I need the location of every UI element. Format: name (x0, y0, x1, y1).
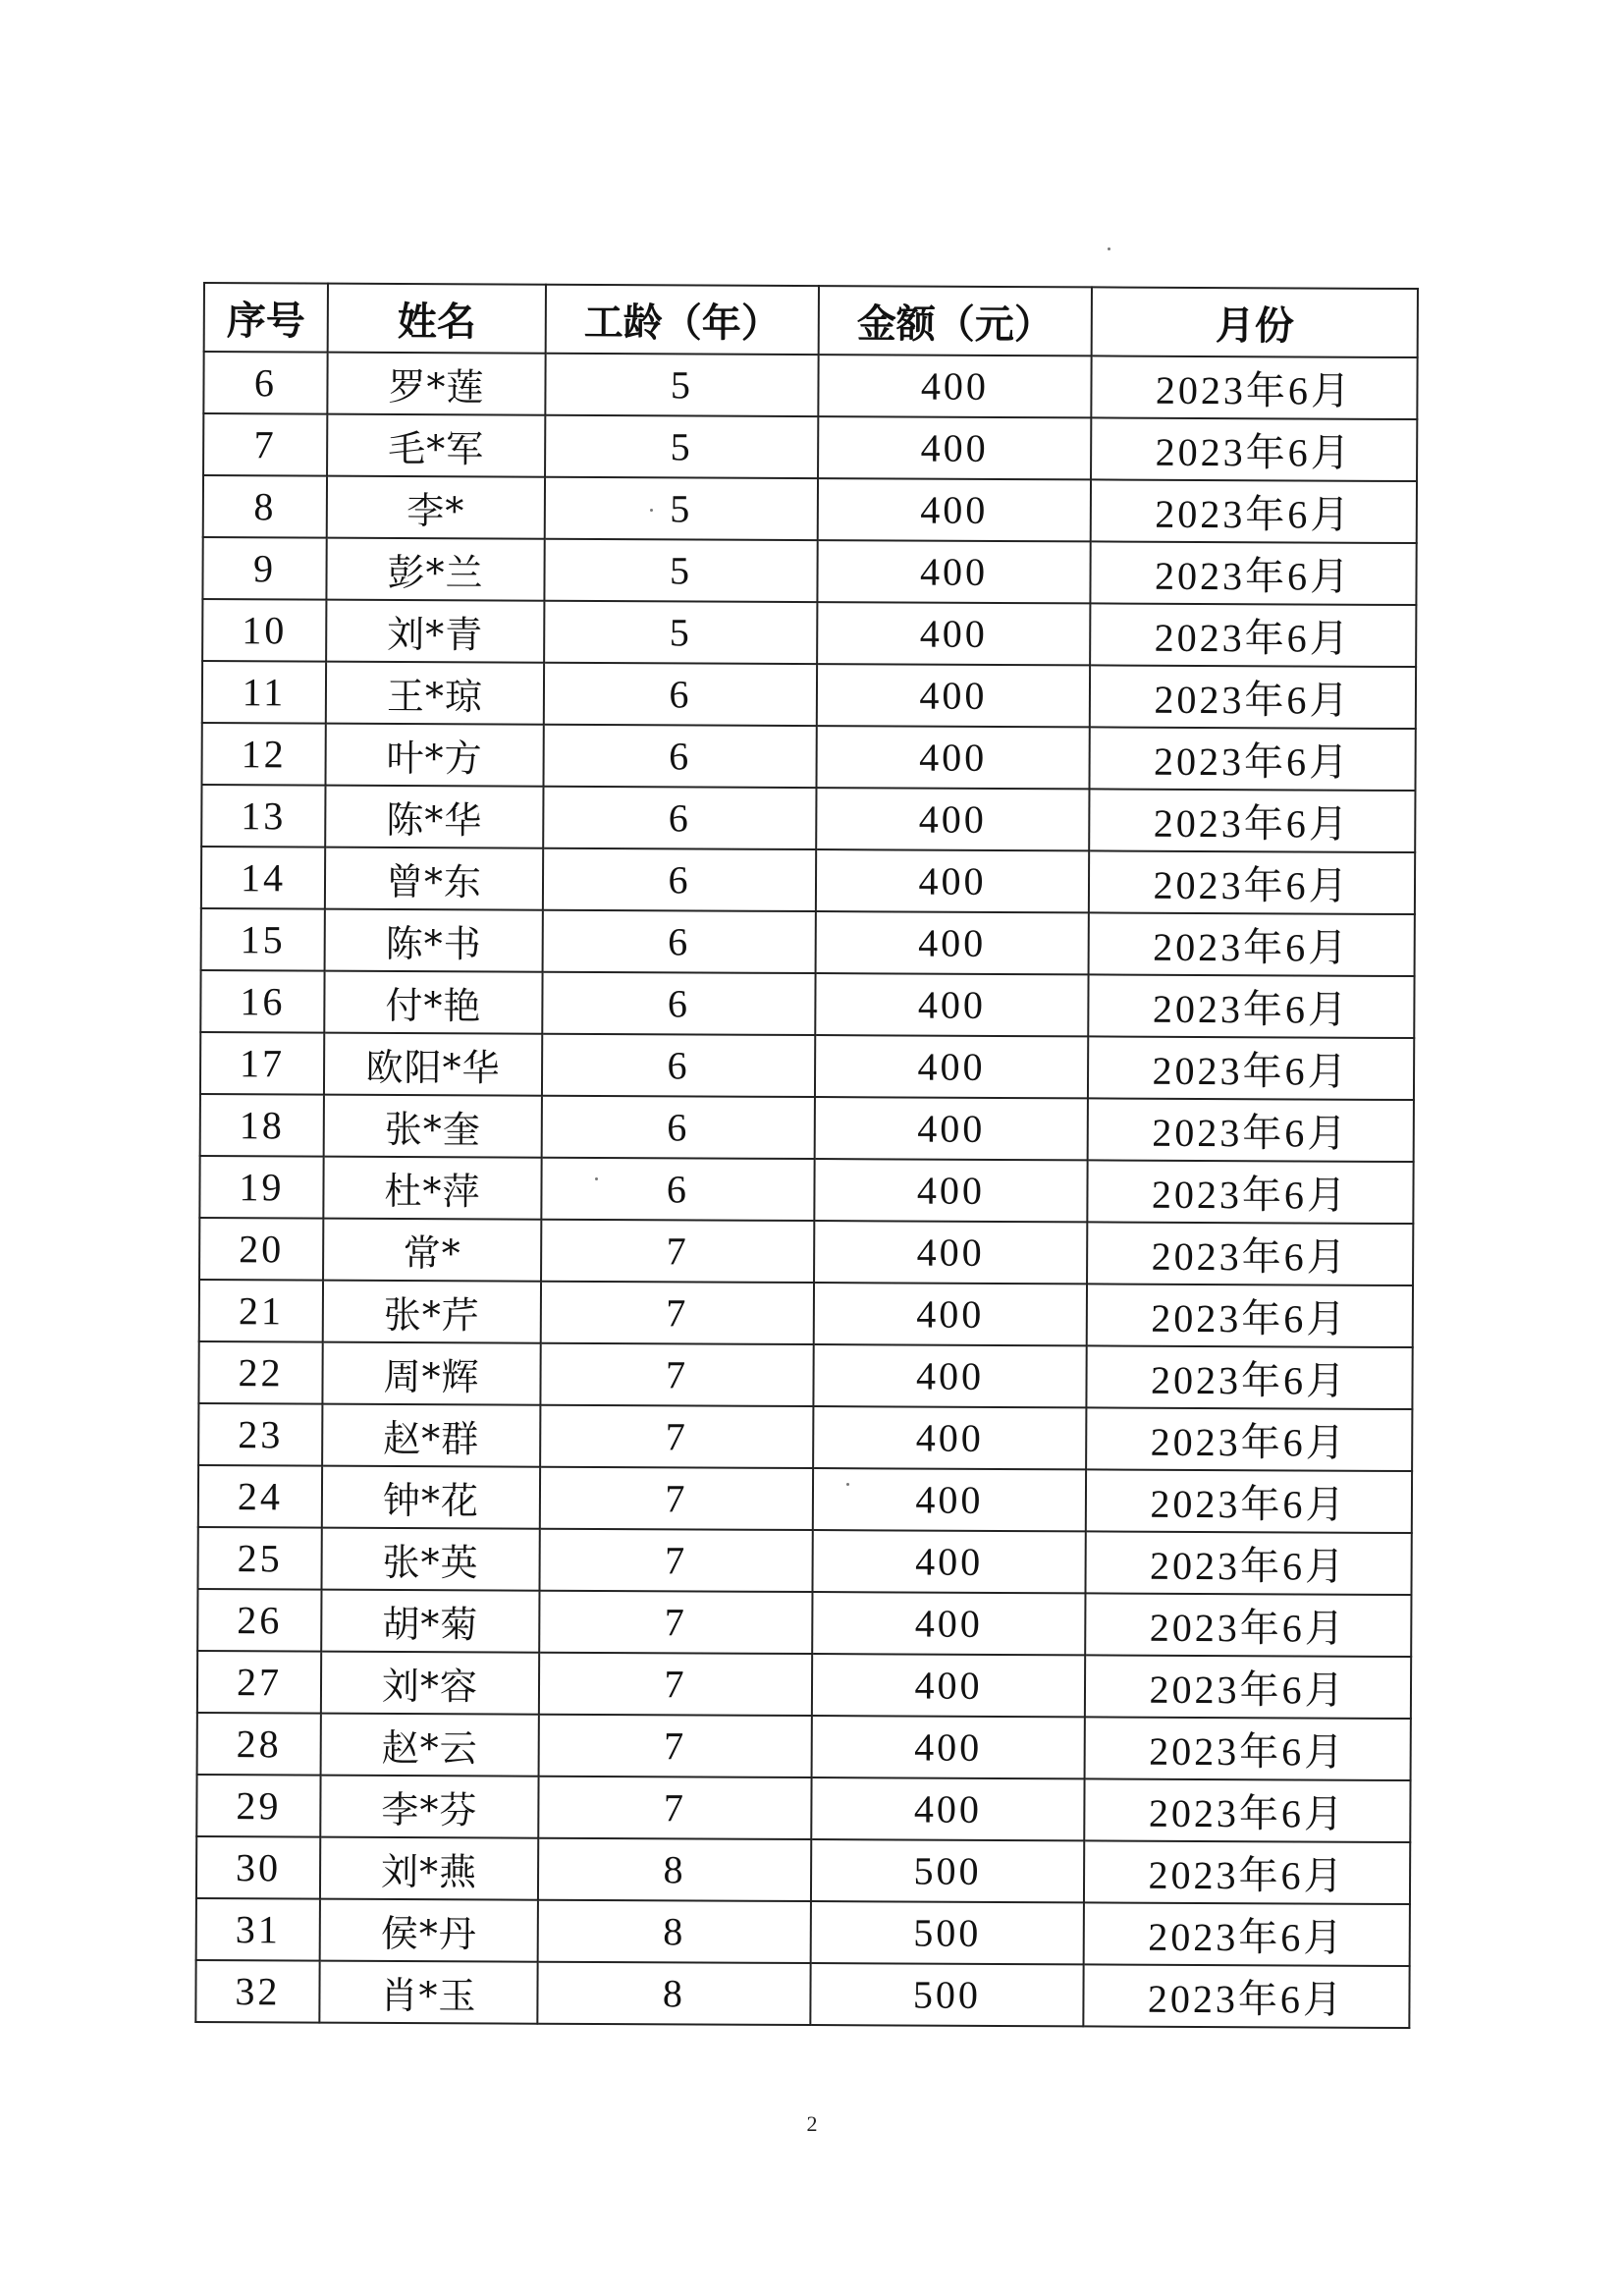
cell-name: 常* (323, 1219, 541, 1282)
cell-seq: 20 (199, 1218, 323, 1281)
cell-seq: 11 (202, 661, 326, 724)
cell-amount: 400 (816, 788, 1089, 850)
table-row (203, 475, 1417, 543)
cell-years: 7 (539, 1529, 812, 1592)
cell-month: 2023年6月 (1083, 1964, 1409, 2028)
table-row (202, 661, 1416, 729)
cell-seq: 13 (201, 785, 325, 847)
cell-seq: 16 (200, 970, 324, 1033)
table-row (196, 1775, 1410, 1842)
cell-amount: 400 (816, 726, 1089, 789)
header-amount: 金额（元） (819, 286, 1092, 355)
cell-years: 6 (543, 725, 816, 788)
cell-name: 李* (327, 476, 545, 539)
cell-seq: 12 (201, 723, 325, 786)
cell-years: 8 (537, 1962, 810, 2025)
table-row (199, 1280, 1413, 1347)
cell-years: 6 (543, 910, 816, 973)
cell-name: 付*艳 (324, 971, 542, 1034)
page-number: 2 (806, 2111, 818, 2136)
cell-name: 叶*方 (325, 724, 543, 787)
cell-seq: 6 (203, 352, 327, 414)
cell-name: 刘*燕 (320, 1837, 538, 1900)
cell-seq: 8 (203, 475, 327, 538)
table-row (200, 1032, 1414, 1100)
table-row (201, 785, 1415, 852)
cell-years: 5 (545, 477, 818, 540)
cell-years: 6 (543, 787, 816, 849)
cell-amount: 400 (812, 1654, 1085, 1717)
cell-name: 侯*丹 (320, 1899, 538, 1962)
cell-seq: 7 (203, 413, 327, 476)
header-month: 月份 (1092, 287, 1418, 357)
cell-name: 杜*萍 (323, 1157, 541, 1220)
table-row (198, 1403, 1412, 1471)
cell-amount: 400 (818, 478, 1091, 541)
cell-month: 2023年6月 (1091, 479, 1417, 543)
cell-month: 2023年6月 (1084, 1840, 1410, 1904)
cell-seq: 29 (196, 1775, 320, 1837)
cell-name: 钟*花 (322, 1466, 540, 1529)
cell-years: 7 (540, 1405, 813, 1468)
cell-years: 6 (542, 972, 815, 1035)
cell-seq: 15 (201, 908, 325, 971)
table-row (200, 1094, 1414, 1162)
cell-name: 赵*群 (322, 1404, 540, 1467)
table-row (200, 970, 1414, 1038)
table-body (195, 352, 1417, 2028)
cell-month: 2023年6月 (1090, 665, 1416, 729)
table-row (199, 1156, 1413, 1224)
cell-years: 7 (539, 1591, 812, 1654)
cell-amount: 400 (816, 849, 1089, 912)
cell-amount: 400 (818, 416, 1091, 479)
cell-name: 肖*玉 (319, 1961, 537, 2024)
cell-seq: 21 (199, 1280, 323, 1342)
cell-amount: 400 (815, 973, 1088, 1036)
cell-years: 5 (545, 354, 818, 416)
cell-seq: 9 (202, 537, 326, 600)
cell-month: 2023年6月 (1088, 1098, 1414, 1162)
cell-month: 2023年6月 (1091, 417, 1417, 481)
cell-seq: 24 (198, 1465, 322, 1528)
header-seq: 序号 (204, 283, 328, 353)
cell-month: 2023年6月 (1089, 850, 1415, 914)
cell-seq: 30 (196, 1836, 320, 1899)
cell-amount: 500 (811, 1839, 1084, 1902)
cell-month: 2023年6月 (1087, 1284, 1413, 1347)
cell-years: 5 (544, 601, 817, 664)
cell-amount: 400 (812, 1716, 1085, 1778)
cell-seq: 23 (198, 1403, 322, 1466)
cell-amount: 400 (814, 1283, 1087, 1345)
cell-amount: 400 (814, 1221, 1087, 1284)
table-row (196, 1836, 1410, 1904)
cell-years: 7 (539, 1653, 812, 1716)
cell-name: 张*芹 (323, 1281, 541, 1343)
table-row (197, 1527, 1411, 1595)
cell-month: 2023年6月 (1088, 1036, 1414, 1100)
header-name: 姓名 (328, 284, 546, 354)
cell-seq: 19 (199, 1156, 323, 1219)
cell-years: 8 (538, 1900, 811, 1963)
cell-years: 7 (540, 1343, 813, 1406)
cell-amount: 400 (814, 1159, 1087, 1222)
cell-name: 赵*云 (321, 1714, 539, 1777)
cell-years: 5 (544, 539, 817, 602)
cell-month: 2023年6月 (1088, 974, 1414, 1038)
table-row (202, 537, 1416, 605)
cell-name: 张*英 (321, 1528, 539, 1591)
cell-seq: 31 (196, 1898, 320, 1961)
table-row (203, 352, 1417, 419)
cell-seq: 18 (200, 1094, 324, 1157)
cell-name: 彭*兰 (326, 538, 544, 601)
cell-name: 罗*莲 (327, 353, 545, 415)
cell-seq: 26 (197, 1589, 321, 1652)
cell-years: 6 (543, 848, 816, 911)
cell-seq: 17 (200, 1032, 324, 1095)
cell-amount: 400 (815, 1097, 1088, 1160)
cell-name: 李*芬 (320, 1776, 538, 1838)
cell-month: 2023年6月 (1087, 1222, 1413, 1285)
cell-amount: 400 (812, 1530, 1085, 1593)
cell-name: 刘*青 (326, 600, 544, 663)
cell-years: 7 (541, 1282, 814, 1344)
cell-month: 2023年6月 (1085, 1593, 1411, 1657)
cell-amount: 500 (811, 1901, 1084, 1964)
subsidy-roster-table (194, 282, 1419, 2029)
cell-amount: 400 (813, 1406, 1086, 1469)
cell-years: 8 (538, 1838, 811, 1901)
cell-seq: 10 (202, 599, 326, 662)
cell-amount: 500 (810, 1963, 1083, 2026)
scan-speck (595, 1177, 598, 1180)
table-row (198, 1465, 1412, 1533)
cell-seq: 27 (197, 1651, 321, 1714)
table-row (201, 847, 1415, 914)
cell-seq: 14 (201, 847, 325, 909)
cell-years: 7 (540, 1467, 813, 1530)
cell-years: 6 (541, 1158, 814, 1221)
cell-month: 2023年6月 (1090, 541, 1416, 605)
cell-name: 欧阳*华 (324, 1033, 542, 1096)
cell-amount: 400 (817, 664, 1090, 727)
cell-amount: 400 (813, 1344, 1086, 1407)
table-row (195, 1960, 1409, 2028)
table-row (201, 723, 1415, 791)
table-row (198, 1341, 1412, 1409)
scan-speck (650, 509, 653, 512)
cell-years: 7 (538, 1777, 811, 1839)
cell-seq: 28 (197, 1713, 321, 1776)
cell-amount: 400 (818, 355, 1091, 417)
cell-name: 刘*容 (321, 1652, 539, 1715)
cell-years: 6 (542, 1034, 815, 1097)
cell-years: 6 (542, 1096, 815, 1159)
cell-name: 周*辉 (322, 1342, 540, 1405)
cell-seq: 22 (198, 1341, 322, 1404)
cell-name: 王*琼 (326, 662, 544, 725)
cell-month: 2023年6月 (1089, 789, 1415, 852)
cell-month: 2023年6月 (1085, 1717, 1411, 1780)
cell-amount: 400 (817, 540, 1090, 603)
cell-years: 7 (539, 1715, 812, 1777)
cell-name: 毛*军 (327, 414, 545, 477)
table-row (201, 908, 1415, 976)
header-years: 工龄（年） (546, 285, 819, 355)
table-row (203, 413, 1417, 481)
cell-month: 2023年6月 (1086, 1407, 1412, 1471)
table-row (202, 599, 1416, 667)
cell-amount: 400 (817, 602, 1090, 665)
table-row (196, 1898, 1410, 1966)
table-row (197, 1713, 1411, 1780)
cell-name: 陈*书 (325, 909, 543, 972)
cell-years: 7 (541, 1220, 814, 1283)
table-row (197, 1651, 1411, 1719)
cell-name: 曾*东 (325, 847, 543, 910)
table-header (204, 283, 1418, 357)
cell-amount: 400 (812, 1592, 1085, 1655)
cell-amount: 400 (815, 1035, 1088, 1098)
cell-years: 6 (544, 663, 817, 726)
cell-month: 2023年6月 (1084, 1778, 1410, 1842)
cell-years: 5 (545, 415, 818, 478)
cell-name: 胡*菊 (321, 1590, 539, 1653)
scan-speck (1108, 247, 1110, 250)
cell-amount: 400 (816, 911, 1089, 974)
cell-month: 2023年6月 (1086, 1469, 1412, 1533)
cell-name: 张*奎 (324, 1095, 542, 1158)
cell-seq: 25 (197, 1527, 321, 1590)
header-row (204, 283, 1418, 357)
cell-month: 2023年6月 (1087, 1160, 1413, 1224)
cell-amount: 400 (813, 1468, 1086, 1531)
table-row (199, 1218, 1413, 1285)
scan-speck (846, 1483, 849, 1486)
table-row (197, 1589, 1411, 1657)
cell-month: 2023年6月 (1085, 1655, 1411, 1719)
cell-name: 陈*华 (325, 786, 543, 848)
cell-month: 2023年6月 (1089, 727, 1415, 791)
cell-month: 2023年6月 (1091, 355, 1417, 419)
cell-month: 2023年6月 (1089, 912, 1415, 976)
cell-seq: 32 (195, 1960, 319, 2023)
cell-month: 2023年6月 (1090, 603, 1416, 667)
cell-month: 2023年6月 (1084, 1902, 1410, 1966)
cell-month: 2023年6月 (1086, 1345, 1412, 1409)
cell-amount: 400 (811, 1777, 1084, 1840)
cell-month: 2023年6月 (1085, 1531, 1411, 1595)
